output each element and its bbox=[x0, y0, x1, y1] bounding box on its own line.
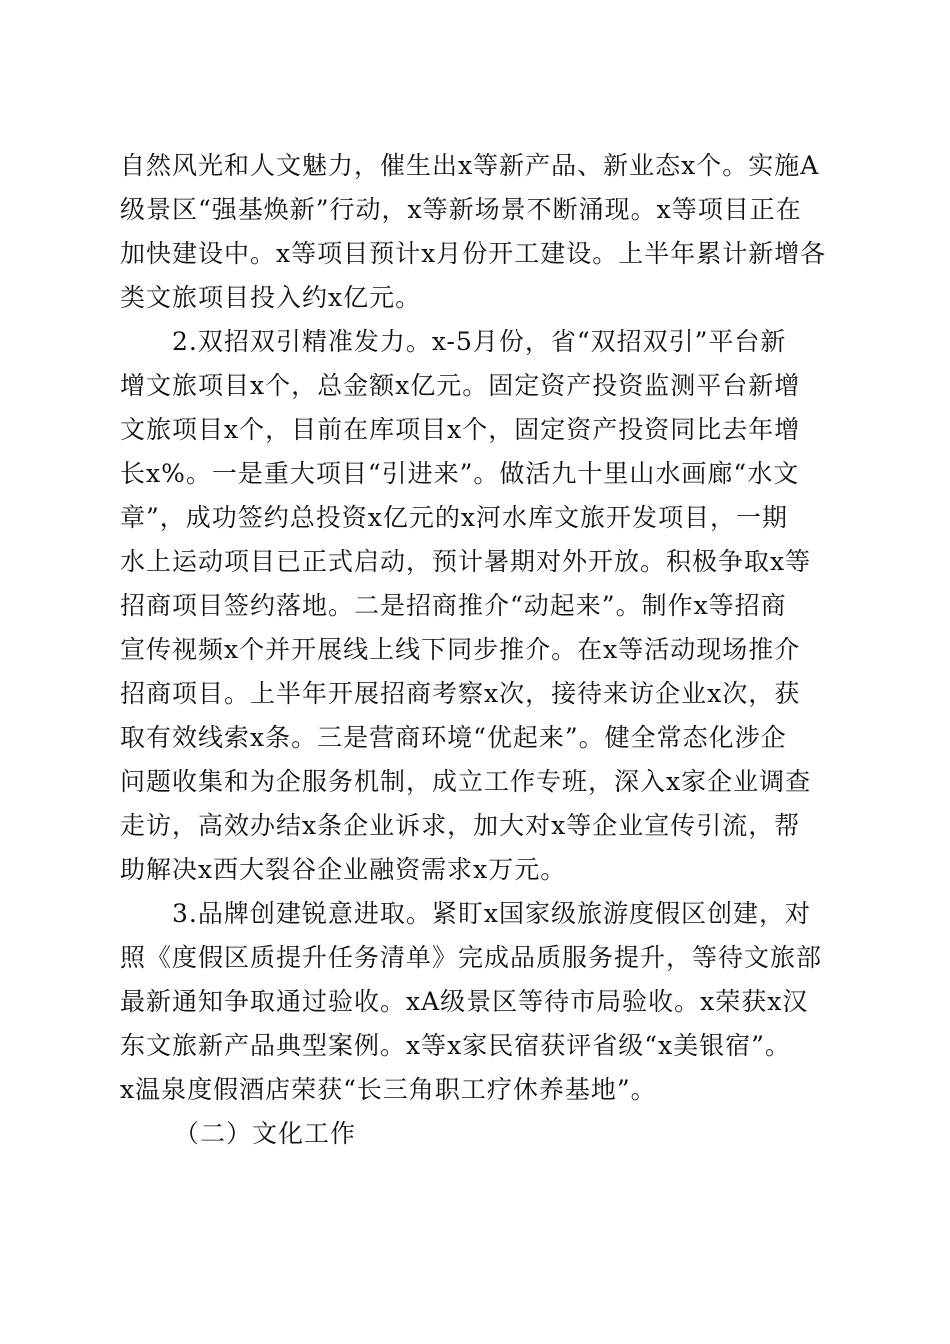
text-line: 加快建设中。x等项目预计x月份开工建设。上半年累计新增各 bbox=[120, 239, 827, 268]
text-line: 东文旅新产品典型案例。x等x家民宿获评省级“x美银宿”。 bbox=[120, 1031, 791, 1060]
text-line: 招商项目签约落地。二是招商推介“动起来”。制作x等招商 bbox=[120, 591, 787, 620]
document-body bbox=[120, 144, 830, 1156]
text-line: 问题收集和为企服务机制，成立工作专班，深入x家企业调查 bbox=[120, 767, 812, 796]
section-heading-culture-work: （二）文化工作 bbox=[174, 1119, 357, 1148]
text-line: 招商项目。上半年开展招商考察x次，接待来访企业x次，获 bbox=[120, 679, 801, 708]
text-line: x温泉度假酒店荣获“长三角职工疗休养基地”。 bbox=[120, 1075, 657, 1104]
text-line: 增文旅项目x个，总金额x亿元。固定资产投资监测平台新增 bbox=[120, 371, 801, 400]
text-line: 级景区“强基焕新”行动，x等新场景不断涌现。x等项目正在 bbox=[120, 195, 802, 224]
text-line: 长x%。一是重大项目“引进来”。做活九十里山水画廊“水文 bbox=[120, 459, 800, 488]
text-line: 助解决x西大裂谷企业融资需求x万元。 bbox=[120, 855, 567, 884]
text-line: 文旅项目x个，目前在库项目x个，固定资产投资同比去年增 bbox=[120, 415, 801, 444]
text-line: 章”，成功签约总投资x亿元的x河水库文旅开发项目，一期 bbox=[120, 503, 788, 532]
text-line: 照《度假区质提升任务清单》完成品质服务提升，等待文旅部 bbox=[120, 943, 823, 972]
text-line: 宣传视频x个并开展线上线下同步推介。在x等活动现场推介 bbox=[120, 635, 801, 664]
text-line: 最新通知争取通过验收。xA级景区等待市局验收。x荣获x汉 bbox=[120, 987, 809, 1016]
paragraph-3-start: 3.品牌创建锐意进取。紧盯x国家级旅游度假区创建，对 bbox=[172, 899, 811, 928]
text-line: 类文旅项目投入约x亿元。 bbox=[120, 283, 422, 312]
text-line: 取有效线索x条。三是营商环境“优起来”。健全常态化涉企 bbox=[120, 723, 787, 752]
text-line: 水上运动项目已正式启动，预计暑期对外开放。积极争取x等 bbox=[120, 547, 812, 576]
text-line: 走访，高效办结x条企业诉求，加大对x等企业宣传引流，帮 bbox=[120, 811, 801, 840]
text-line: 自然风光和人文魅力，催生出x等新产品、新业态x个。实施A bbox=[120, 151, 820, 180]
paragraph-2-start: 2.双招双引精准发力。x-5月份，省“双招双引”平台新 bbox=[172, 327, 787, 356]
